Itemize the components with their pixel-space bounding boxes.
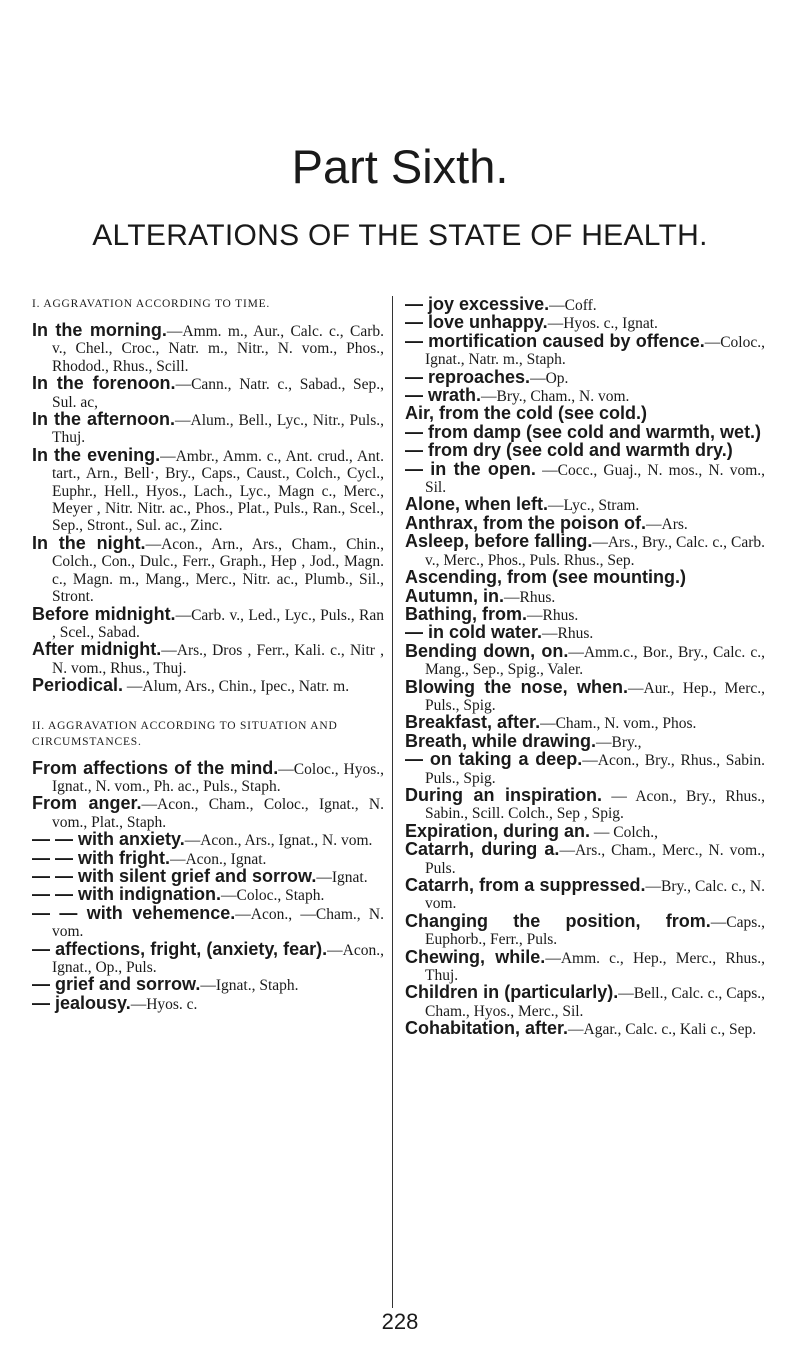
- entry-text: —Coloc., Ignat., Natr. m., Staph.: [425, 333, 765, 369]
- entry-term: — — with vehemence.: [32, 902, 236, 923]
- entry-text: —Hyos. c.: [130, 995, 198, 1013]
- section-title: ALTERATIONS OF THE STATE OF HEALTH.: [92, 219, 708, 252]
- entry-term: — — with indignation.: [32, 884, 221, 905]
- entry-term: — in the open.: [405, 458, 536, 479]
- entry-text: —Bry.,: [596, 733, 642, 751]
- entry: [405, 330, 765, 369]
- entry-term: During an inspiration.: [405, 784, 602, 805]
- entry-text: —Amm.c., Bor., Bry., Calc. c., Mang., Sep., Spig., Valer.: [425, 643, 765, 679]
- entry-term: Anthrax, from the poison of.: [405, 512, 646, 533]
- entry-text: —Cham., N. vom., Phos.: [540, 715, 697, 733]
- entry-term: — wrath.: [405, 385, 482, 406]
- entry-text: —Bry., Cham., N. vom.: [481, 388, 630, 406]
- entry-text: —Amm. c., Hep., Merc., Rhus., Thuj.: [425, 949, 765, 985]
- entry-term: After midnight.: [32, 639, 162, 660]
- entry-term: Breakfast, after.: [405, 712, 541, 733]
- part-title: Part Sixth.: [291, 140, 509, 193]
- heading-aggravation-time: I. AGGRAVATION ACCORDING TO TIME.: [32, 298, 271, 310]
- entry: [32, 603, 385, 642]
- entries-situation: [32, 757, 384, 1014]
- entry-term: In the forenoon.: [32, 373, 176, 394]
- entry-term: Chewing, while.: [405, 946, 546, 967]
- entry: [32, 444, 384, 535]
- entry-text: —Lyc., Stram.: [548, 497, 640, 515]
- entry-term: — — with anxiety.: [32, 829, 185, 850]
- entry-term: — love unhappy.: [405, 312, 548, 333]
- entry-term: — mortification caused by offence.: [405, 330, 705, 351]
- entry: [32, 322, 384, 375]
- entry-term: In the evening.: [32, 444, 161, 465]
- entry-text: —Ars., Bry., Calc. c., Carb. v., Merc., Phos., Puls. Rhus., Sep.: [425, 534, 765, 569]
- entry-term: — from damp (see cold and warmth, wet.): [405, 421, 762, 442]
- entry-term: Children in (particularly).: [405, 982, 619, 1003]
- entry-term: — reproaches.: [405, 366, 531, 387]
- entry-term: Catarrh, from a suppressed.: [405, 875, 646, 895]
- entry-term: In the afternoon.: [32, 409, 176, 430]
- entry: [405, 751, 765, 787]
- entry-term: — joy excessive.: [405, 294, 550, 314]
- entry-text: —Cann., Natr. c., Sabad., Sep., Sul. ac,: [52, 376, 384, 411]
- entry-term: — in cold water.: [405, 622, 543, 643]
- entry-term: — jealousy.: [32, 992, 131, 1013]
- entry: [405, 1020, 765, 1038]
- entry: [405, 676, 765, 715]
- entry: [405, 784, 765, 823]
- entry-term: Blowing the nose, when.: [405, 676, 629, 697]
- entry-term: Bending down, on.: [405, 640, 569, 661]
- entry-text: —Ambr., Amm. c., Ant. crud., Ant. tart., Arn., Bell·, Bry., Caps., Caust., Colch., Cycl., Euphr., Hell., Hyos., Lach., Lyc., Magn c., Merc., Meyer , Nitr. Nitr. ac., Phos., Plat., Puls., Ran., Scel., Sep., Stront., Sul. ac., Zinc.: [52, 447, 384, 535]
- entry-term: — — with silent grief and sorrow.: [32, 865, 317, 886]
- entry-term: Alone, when left.: [405, 494, 549, 515]
- entry-term: Cohabitation, after.: [405, 1018, 569, 1039]
- entry: [32, 532, 384, 606]
- entry: [405, 640, 765, 679]
- entry-text: —Ignat.: [316, 868, 368, 886]
- entry: [405, 877, 765, 913]
- entry: [32, 795, 384, 831]
- entry-text: —Bry., Calc. c., N. vom.: [425, 878, 765, 913]
- entry-term: Asleep, before falling.: [405, 531, 593, 552]
- entry-text: —Ignat., Staph.: [200, 977, 299, 995]
- entry-term: Breath, while drawing.: [405, 730, 597, 751]
- entry-text: —Coloc., Staph.: [220, 887, 325, 905]
- left-column: [32, 296, 384, 1013]
- entry-text: —Coff.: [549, 297, 597, 314]
- entry-text: —Ars., Dros , Ferr., Kali. c., Nitr , N. vom., Rhus., Thuj.: [52, 642, 384, 677]
- entry: [32, 677, 384, 695]
- entry: [405, 984, 765, 1020]
- entry-text: —Aur., Hep., Merc., Puls., Spig.: [425, 679, 765, 714]
- entry-text: —Ars.: [646, 515, 688, 533]
- heading-aggravation-situation: II. AGGRAVATION ACCORDING TO SITUATION AND CIRCUMSTANCES.: [32, 719, 338, 748]
- entry-term: Air, from the cold (see cold.): [405, 403, 648, 424]
- entry: [32, 757, 384, 796]
- entry-term: Before midnight.: [32, 603, 176, 624]
- entry-text: —Acon., Cham., Coloc., Ignat., N. vom., Plat., Staph.: [52, 796, 384, 831]
- entry-text: — Acon., Bry., Rhus., Sabin., Scill. Colch., Sep , Spig.: [425, 787, 765, 823]
- entry: [32, 641, 384, 677]
- entries-time: [32, 322, 384, 696]
- entry-text: —Ars., Cham., Merc., N. vom., Puls.: [425, 842, 765, 877]
- entry-text: —Acon., Ars., Ignat., N. vom.: [184, 832, 373, 850]
- spacer: [32, 696, 384, 718]
- entry-term: Catarrh, during a.: [405, 839, 560, 860]
- entry: [405, 458, 766, 497]
- entry-term: — on taking a deep.: [405, 749, 583, 770]
- entry-text: —Coloc., Hyos., Ignat., N. vom., Ph. ac., Puls., Staph.: [52, 760, 384, 795]
- entry-text: —Acon., Arn., Ars., Cham., Chin., Colch., Con., Dulc., Ferr., Graph., Hep , Jod., Magn. c., Magn. m., Mang., Merc., Nitr. ac., Plumb., Sil., Stront.: [52, 535, 384, 606]
- entry-term: Bathing, from.: [405, 603, 527, 624]
- entry-text: —Cocc., Guaj., N. mos., N. vom., Sil.: [425, 461, 766, 497]
- entry-term: — — with fright.: [32, 847, 170, 868]
- entry: [405, 841, 765, 877]
- page-number: 228: [381, 1309, 419, 1334]
- entry-term: From anger.: [32, 793, 142, 814]
- entry-text: —Rhus.: [542, 625, 594, 643]
- entry-term: Periodical.: [32, 675, 124, 696]
- entry: [32, 902, 384, 941]
- entry-text: —Agar., Calc. c., Kali c., Sep.: [568, 1021, 757, 1039]
- entry-term: Autumn, in.: [405, 585, 504, 606]
- entry-text: —Amm. m., Aur., Calc. c., Carb. v., Chel., Croc., Natr. m., Nitr., N. vom., Phos., Rhodod., Rhus., Scill.: [52, 323, 384, 375]
- entry-text: —Op.: [530, 369, 569, 387]
- entry-term: — grief and sorrow.: [32, 974, 201, 995]
- entry-text: —Acon., Ignat.: [169, 850, 267, 868]
- entry-text: —Carb. v., Led., Lyc., Puls., Ran , Scel., Sabad.: [52, 606, 385, 641]
- right-column: [405, 296, 765, 1039]
- entry-text: —Acon., Ignat., Op., Puls.: [52, 941, 384, 976]
- entry-term: — from dry (see cold and warmth dry.): [405, 440, 733, 461]
- entry-text: —Bell., Calc. c., Caps., Cham., Hyos., Merc., Sil.: [425, 985, 766, 1020]
- entry-text: —Acon., Bry., Rhus., Sabin. Puls., Spig.: [425, 752, 765, 787]
- entry: [405, 533, 765, 569]
- entry-term: Ascending, from (see mounting.): [405, 567, 687, 588]
- entry-term: In the night.: [32, 532, 146, 553]
- entry: [32, 992, 384, 1013]
- entry: [405, 910, 765, 949]
- entry-term: In the morning.: [32, 320, 167, 340]
- entry-text: —Rhus.: [527, 606, 579, 624]
- entry-text: —Alum., Bell., Lyc., Nitr., Puls., Thuj.: [52, 412, 384, 447]
- entry-term: Changing the position, from.: [405, 910, 711, 931]
- entry-text: —Alum, Ars., Chin., Ipec., Natr. m.: [123, 678, 350, 696]
- entry-term: — affections, fright, (anxiety, fear).: [32, 938, 328, 959]
- entry: [32, 375, 384, 411]
- entry-text: — Colch.,: [590, 823, 659, 841]
- entry-term: Expiration, during an.: [405, 820, 591, 841]
- entry: [32, 411, 384, 447]
- entry-text: —Acon., —Cham., N. vom.: [52, 905, 384, 941]
- column-divider: [392, 296, 393, 1308]
- entry-term: From affections of the mind.: [32, 757, 279, 778]
- entry-text: —Rhus.: [503, 588, 556, 606]
- entry: [32, 938, 384, 977]
- entry-text: —Caps., Euphorb., Ferr., Puls.: [425, 913, 765, 949]
- entries-right: [405, 296, 765, 1039]
- entry: [405, 946, 765, 985]
- entry-text: —Hyos. c., Ignat.: [547, 315, 658, 333]
